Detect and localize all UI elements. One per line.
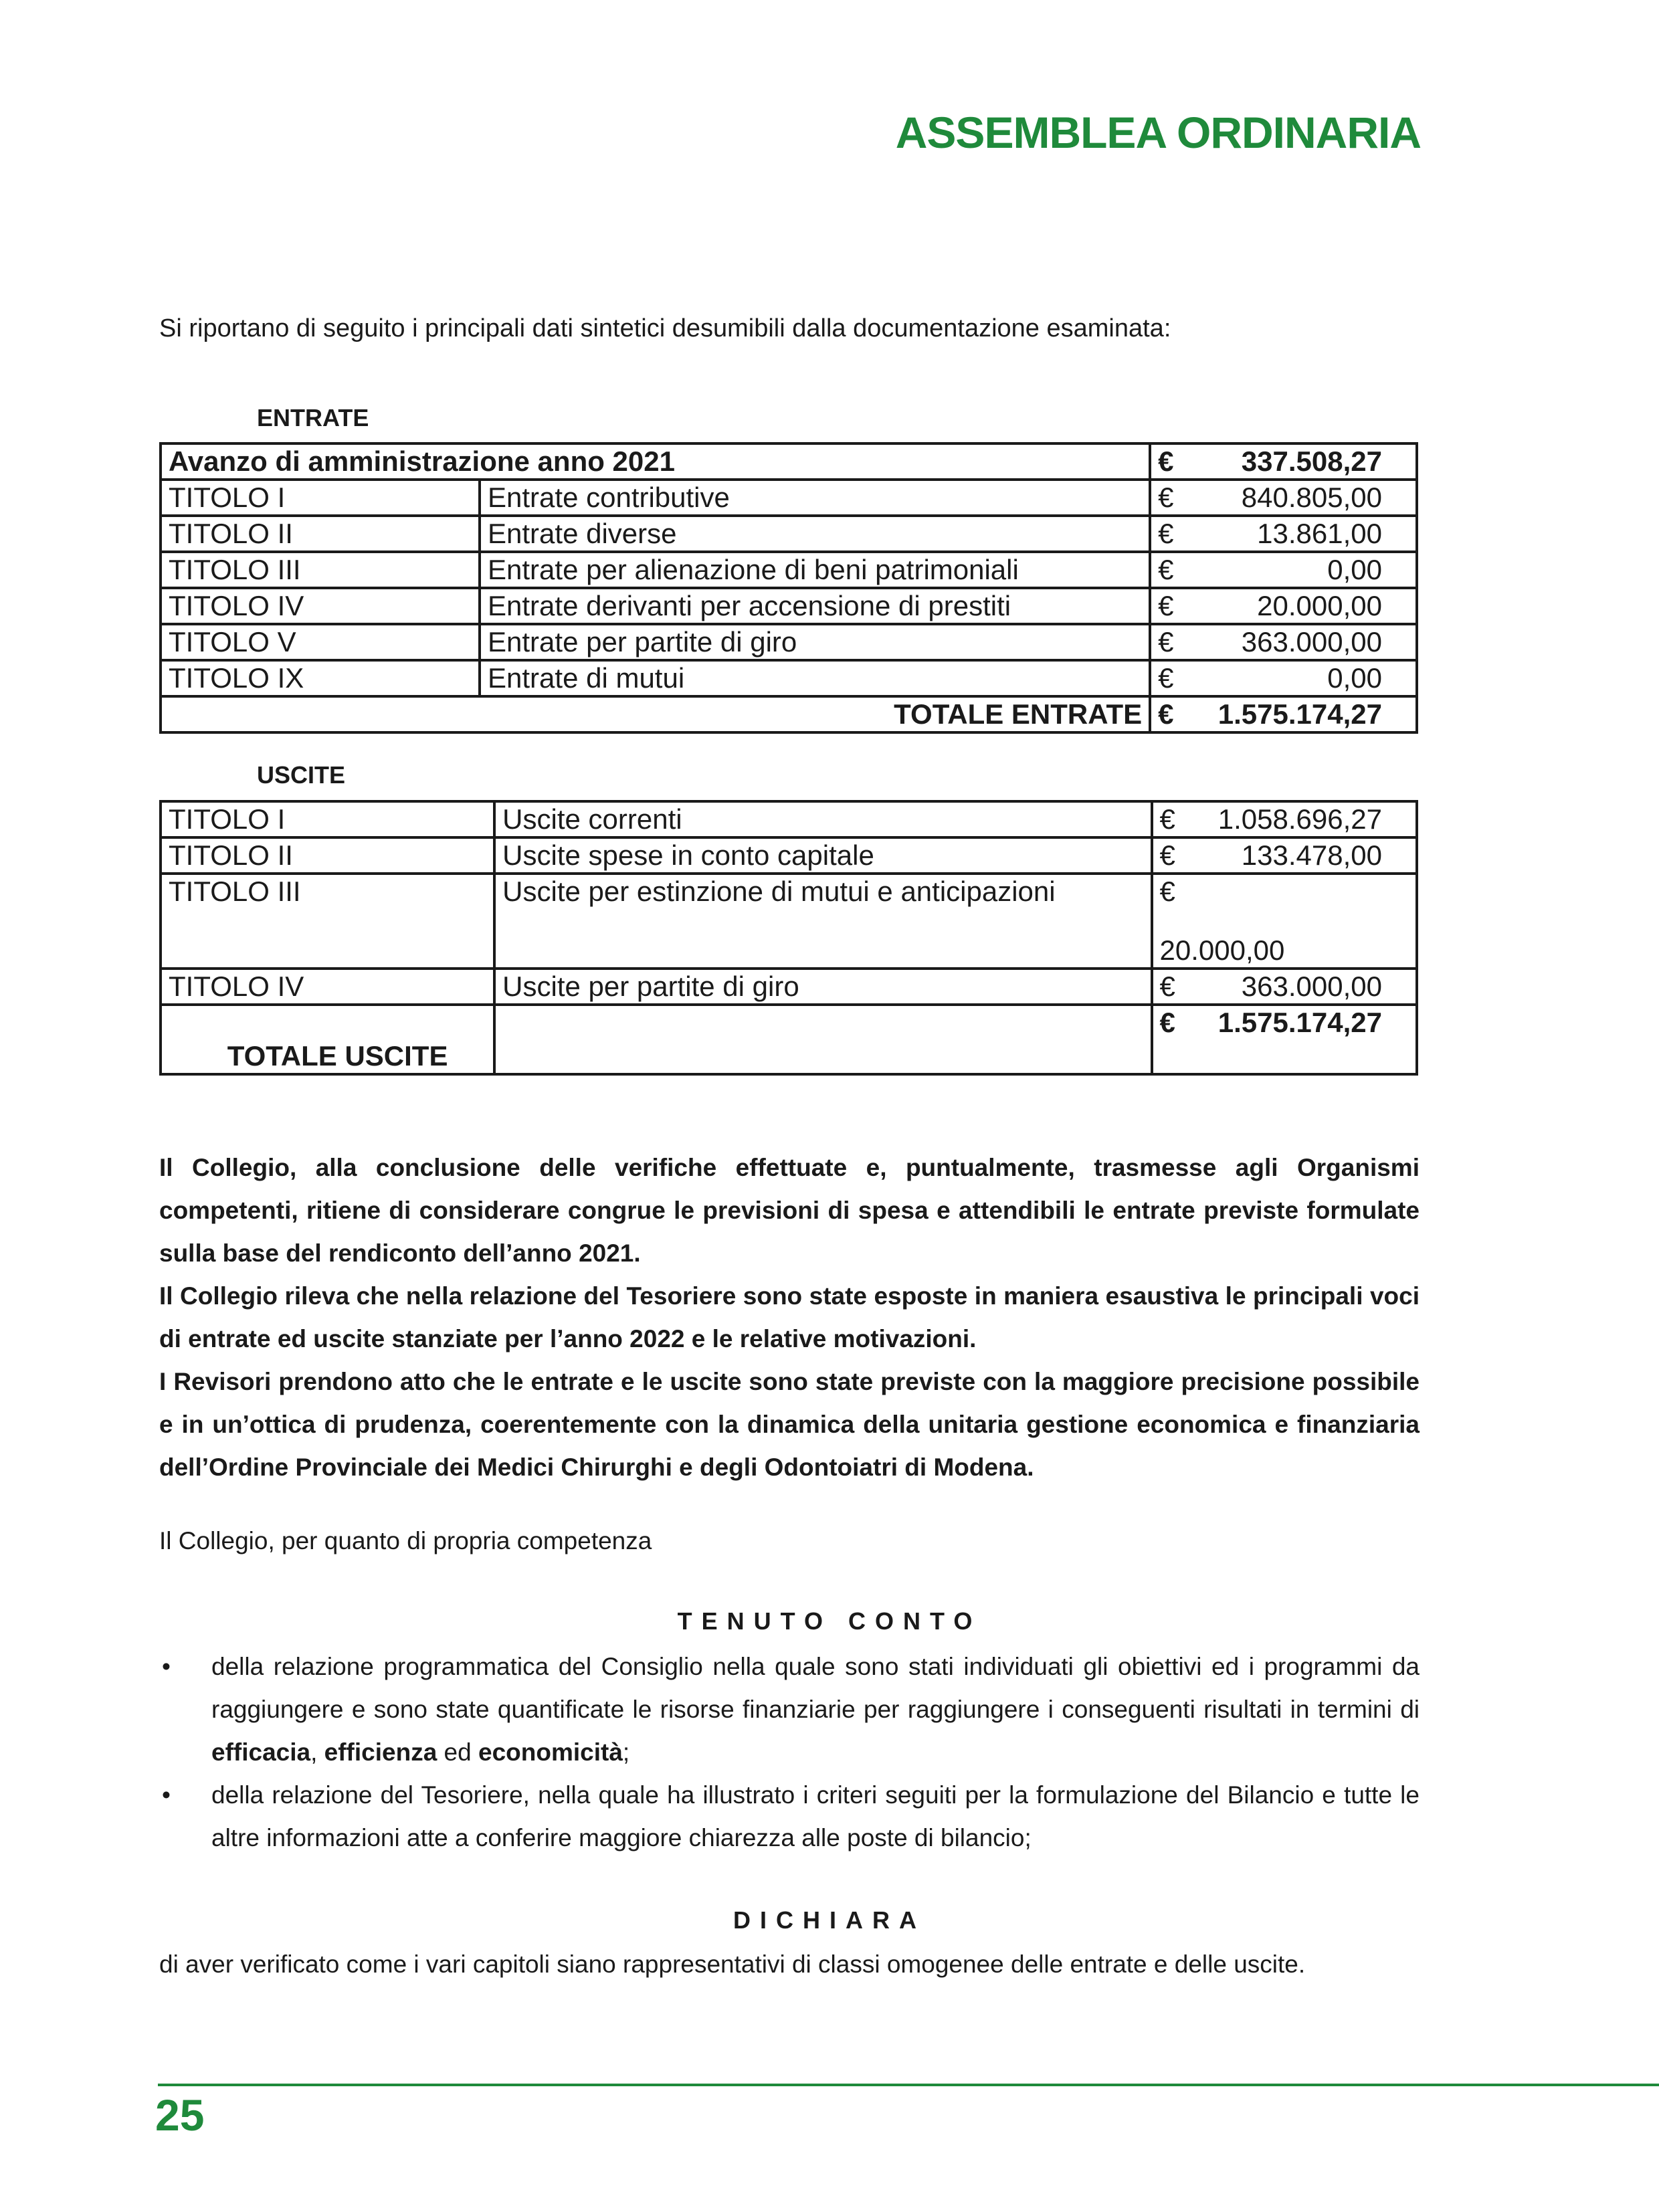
titolo-cell: TITOLO IX: [161, 660, 480, 696]
amount-cell: [1150, 552, 1417, 588]
tenuto-conto-heading: TENUTO CONTO: [677, 1607, 982, 1635]
amount-cell: [1152, 801, 1417, 837]
desc-cell: Uscite per estinzione di mutui e anticipazioni: [494, 874, 1151, 969]
table-row: [161, 837, 1417, 874]
bold-term: economicità: [478, 1738, 623, 1766]
amount-cell: [1152, 969, 1417, 1005]
currency-symbol: €: [1158, 445, 1174, 477]
currency-symbol: €: [1159, 803, 1175, 835]
currency-symbol: €: [1158, 662, 1174, 694]
dichiara-heading: DICHIARA: [733, 1906, 926, 1934]
desc-cell: Entrate diverse: [480, 516, 1150, 552]
amount-cell: [1152, 874, 1417, 969]
uscite-label: USCITE: [257, 761, 346, 789]
avanzo-amount-cell: [1150, 443, 1417, 480]
tenuto-conto-list: [159, 1645, 1420, 1859]
titolo-cell: TITOLO II: [161, 837, 494, 874]
table-row: [161, 874, 1417, 969]
footer-divider: [158, 2084, 1659, 2086]
titolo-cell: TITOLO II: [161, 516, 480, 552]
list-item: [159, 1645, 1420, 1774]
avanzo-label: Avanzo di amministrazione anno 2021: [161, 443, 1150, 480]
table-row: [161, 624, 1417, 660]
amount: 133.478,00: [1241, 839, 1382, 871]
amount-cell: [1150, 624, 1417, 660]
page-number: 25: [155, 2090, 205, 2140]
desc-cell: Entrate per partite di giro: [480, 624, 1150, 660]
totale-entrate-label: TOTALE ENTRATE: [161, 696, 1150, 732]
bullet-text: della relazione del Tesoriere, nella quale ha illustrato i criteri seguiti per la formulazione del Bilancio e tutte le altre informazioni atte a conferire maggiore chiarezza alle poste di bilancio;: [211, 1781, 1420, 1851]
total-row: [161, 696, 1417, 732]
amount: 1.575.174,27: [1217, 1007, 1382, 1038]
currency-symbol: €: [1159, 971, 1175, 1002]
intro-text: Si riportano di seguito i principali dati sintetici desumibili dalla documentazione esaminata:: [159, 314, 1171, 342]
titolo-cell: TITOLO III: [161, 874, 494, 969]
desc-cell: Entrate per alienazione di beni patrimoniali: [480, 552, 1150, 588]
table-row: [161, 969, 1417, 1005]
uscite-table: [159, 800, 1418, 1076]
currency-symbol: €: [1158, 698, 1174, 730]
separator: ed: [437, 1738, 478, 1766]
separator: ;: [622, 1738, 630, 1766]
table-row: [161, 588, 1417, 624]
entrate-label: ENTRATE: [257, 404, 369, 431]
amount: 363.000,00: [1241, 626, 1382, 658]
bullet-icon: •: [162, 1653, 171, 1680]
table-row: [161, 516, 1417, 552]
amount-cell: [1150, 480, 1417, 516]
amount: 20.000,00: [1257, 590, 1382, 621]
collegio-paragraphs: [159, 1146, 1420, 1489]
table-row: [161, 801, 1417, 837]
page-title: ASSEMBLEA ORDINARIA: [895, 108, 1421, 157]
currency-symbol: €: [1158, 590, 1174, 621]
titolo-cell: TITOLO III: [161, 552, 480, 588]
table-row: [161, 552, 1417, 588]
amount-cell: [1150, 516, 1417, 552]
total-row: [161, 1005, 1417, 1074]
amount-cell: [1150, 660, 1417, 696]
amount: 0,00: [1327, 554, 1382, 585]
totale-uscite-cell: [1152, 1005, 1417, 1074]
desc-cell: Uscite correnti: [494, 801, 1151, 837]
entrate-table: [159, 442, 1418, 734]
amount: 0,00: [1327, 662, 1382, 694]
titolo-cell: TITOLO V: [161, 624, 480, 660]
amount: 337.508,27: [1241, 445, 1382, 477]
desc-cell: Uscite spese in conto capitale: [494, 837, 1151, 874]
titolo-cell: TITOLO I: [161, 480, 480, 516]
amount-cell: [1152, 837, 1417, 874]
empty-cell: [494, 1005, 1151, 1074]
paragraph: Il Collegio rileva che nella relazione del Tesoriere sono state esposte in maniera esaustiva le principali voci di entrate ed uscite stanziate per l’anno 2022 e le relative motivazioni.: [159, 1282, 1420, 1352]
currency-symbol: €: [1159, 839, 1175, 871]
collegio-line: Il Collegio, per quanto di propria competenza: [159, 1527, 652, 1554]
titolo-cell: TITOLO I: [161, 801, 494, 837]
desc-cell: Entrate derivanti per accensione di prestiti: [480, 588, 1150, 624]
dichiara-text: di aver verificato come i vari capitoli siano rappresentativi di classi omogenee delle entrate e delle uscite.: [159, 1950, 1306, 1978]
separator: ,: [310, 1738, 324, 1766]
table-row: [161, 443, 1417, 480]
titolo-cell: TITOLO IV: [161, 969, 494, 1005]
bullet-text-body: della relazione programmatica del Consiglio nella quale sono stati individuati gli obiettivi ed i programmi da raggiungere e sono state quantificate le risorse finanziarie per raggiungere i conseguenti risultati in termini di: [211, 1653, 1420, 1723]
amount-cell: [1150, 588, 1417, 624]
list-item: [159, 1774, 1420, 1859]
currency-symbol: €: [1158, 554, 1174, 585]
desc-cell: Uscite per partite di giro: [494, 969, 1151, 1005]
totale-uscite-label: TOTALE USCITE: [161, 1005, 494, 1074]
currency-symbol: €: [1159, 876, 1175, 907]
amount: 840.805,00: [1241, 482, 1382, 513]
bullet-text: [211, 1645, 1420, 1774]
table-row: [161, 480, 1417, 516]
amount: 1.575.174,27: [1217, 698, 1382, 730]
totale-entrate-cell: [1150, 696, 1417, 732]
paragraph: Il Collegio, alla conclusione delle verifiche effettuate e, puntualmente, trasmesse agli Organismi competenti, ritiene di considerare congrue le previsioni di spesa e attendibili le entrate previste formulate sulla base del rendiconto dell’anno 2021.: [159, 1154, 1420, 1267]
paragraph: I Revisori prendono atto che le entrate e le uscite sono state previste con la maggiore precisione possibile e in un’ottica di prudenza, coerentemente con la dinamica della unitaria gestione economica e finanziaria dell’Ordine Provinciale dei Medici Chirurghi e degli Odontoiatri di Modena.: [159, 1368, 1420, 1481]
amount: 20.000,00: [1159, 934, 1285, 966]
desc-cell: Entrate di mutui: [480, 660, 1150, 696]
currency-symbol: €: [1158, 626, 1174, 658]
table-row: [161, 660, 1417, 696]
titolo-cell: TITOLO IV: [161, 588, 480, 624]
amount: 13.861,00: [1257, 518, 1382, 549]
bullet-icon: •: [162, 1781, 171, 1809]
currency-symbol: €: [1158, 518, 1174, 549]
desc-cell: Entrate contributive: [480, 480, 1150, 516]
bold-term: efficienza: [324, 1738, 437, 1766]
bold-term: efficacia: [211, 1738, 311, 1766]
amount: 1.058.696,27: [1217, 803, 1382, 835]
currency-symbol: €: [1158, 482, 1174, 513]
amount: 363.000,00: [1241, 971, 1382, 1002]
currency-symbol: €: [1159, 1007, 1175, 1038]
